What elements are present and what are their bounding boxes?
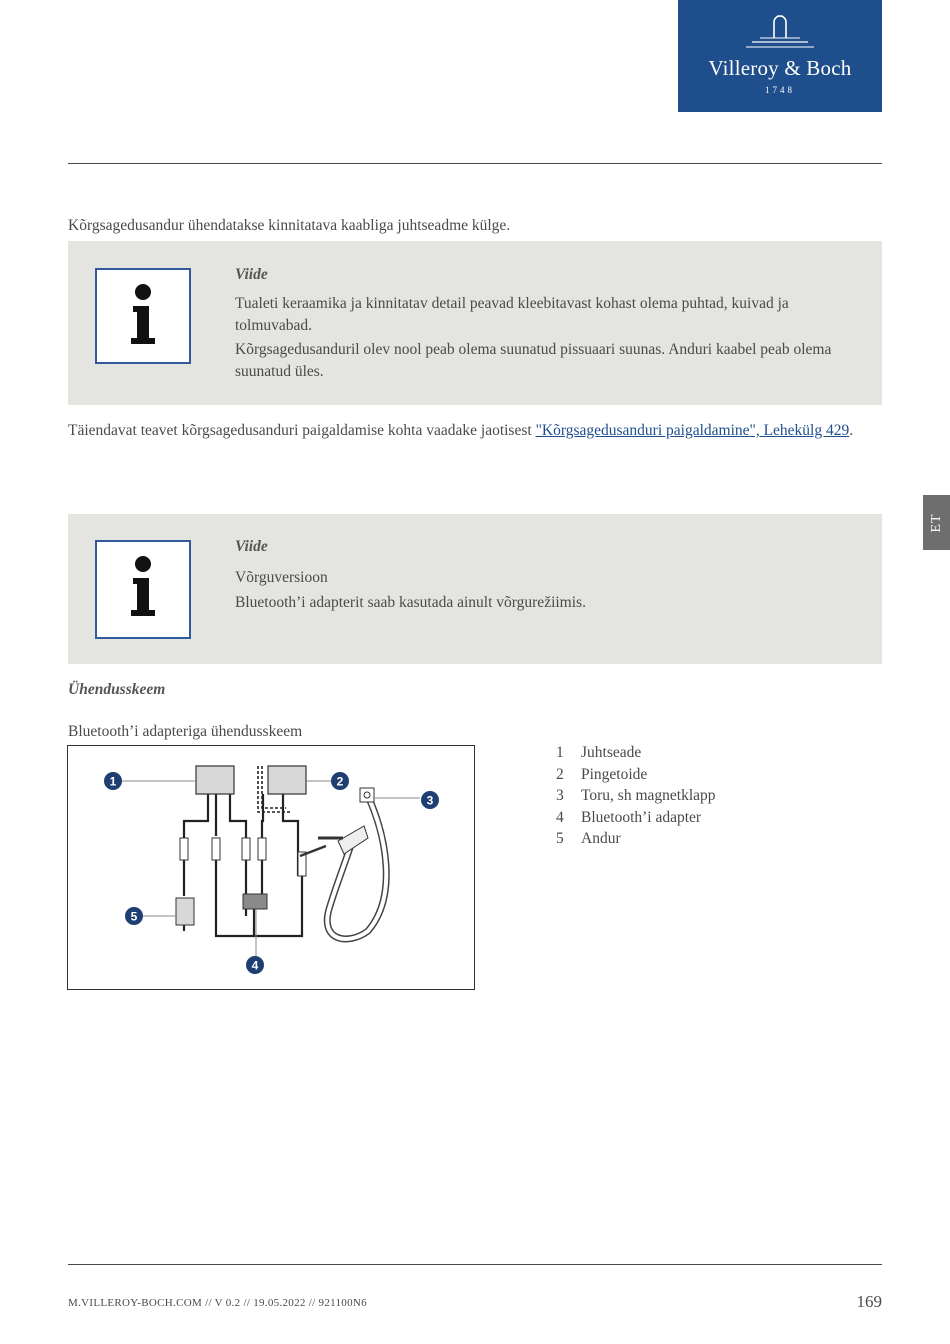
diagram-caption: Bluetooth’i adapteriga ühendusskeem (68, 723, 303, 740)
legend-label: Toru, sh magnetklapp (581, 787, 716, 804)
wiring-drawing (68, 746, 474, 989)
marker-5 (125, 907, 143, 925)
legend-label: Juhtseade (581, 744, 642, 761)
footer-text: M.VILLEROY-BOCH.COM // V 0.2 // 19.05.2022 // 921100N6 (68, 1297, 367, 1309)
svg-text:1: 1 (109, 774, 117, 789)
svg-text:4: 4 (251, 958, 259, 973)
legend-item (556, 785, 716, 807)
language-tab-label: ET (928, 512, 944, 533)
note-2-title: Viide (235, 538, 268, 555)
intro-text: Kõrgsagedusandur ühendatakse kinnitatava kaabliga juhtseadme külge. (68, 217, 511, 234)
note-2-line-1: Võrguversioon (235, 569, 328, 586)
note-1-line-2: Kõrgsagedusanduril olev nool peab olema suunatud pissuaari suunas. Anduri kaabel peab olema suunatud üles. (235, 341, 832, 380)
note-box-2 (68, 514, 882, 664)
reference-paragraph (68, 420, 868, 441)
brand-name: Villeroy & Boch (708, 56, 852, 80)
marker-2 (331, 772, 349, 790)
legend-item (556, 764, 716, 786)
reference-text: Täiendavat teavet kõrgsagedusanduri paigaldamise kohta vaadake jaotisest (68, 422, 536, 439)
legend-item (556, 828, 716, 850)
note-box-1 (68, 241, 882, 405)
header-rule (68, 163, 882, 164)
svg-text:2: 2 (336, 774, 344, 789)
legend-label: Bluetooth’i adapter (581, 808, 702, 826)
legend-number: 2 (556, 765, 564, 783)
note-2-line-2: Bluetooth’i adapterit saab kasutada ainult võrgurežiimis. (235, 594, 586, 611)
marker-3 (421, 791, 439, 809)
legend-number: 5 (556, 830, 564, 847)
diagram-legend (556, 742, 716, 850)
brand-logo (678, 0, 882, 112)
section-title: Ühendusskeem (68, 681, 166, 698)
note-1-title: Viide (235, 266, 268, 283)
reference-link[interactable]: "Kõrgsagedusanduri paigaldamine", Lehekülg 429 (535, 422, 850, 439)
legend-number: 4 (556, 808, 564, 826)
page-number: 169 (856, 1292, 882, 1311)
legend-item (556, 742, 716, 764)
svg-text:5: 5 (130, 909, 138, 924)
fountain-icon (740, 12, 820, 52)
language-tab[interactable] (923, 495, 950, 550)
legend-number: 1 (556, 744, 564, 761)
note-1-line-1: Tualeti keraamika ja kinnitatav detail peavad kleebitavast kohast olema puhtad, kuivad ja tolmuvabad. (235, 295, 789, 334)
legend-number: 3 (556, 787, 564, 804)
legend-label: Andur (581, 830, 621, 847)
footer-rule (68, 1264, 882, 1265)
legend-label: Pingetoide (581, 765, 648, 783)
marker-1 (104, 772, 122, 790)
svg-text:3: 3 (426, 793, 434, 808)
info-icon (95, 540, 191, 639)
reference-end: . (849, 422, 854, 439)
marker-4 (246, 956, 264, 974)
brand-year: 1748 (765, 85, 795, 95)
legend-item (556, 807, 716, 829)
connection-diagram (67, 745, 475, 990)
info-icon (95, 268, 191, 364)
